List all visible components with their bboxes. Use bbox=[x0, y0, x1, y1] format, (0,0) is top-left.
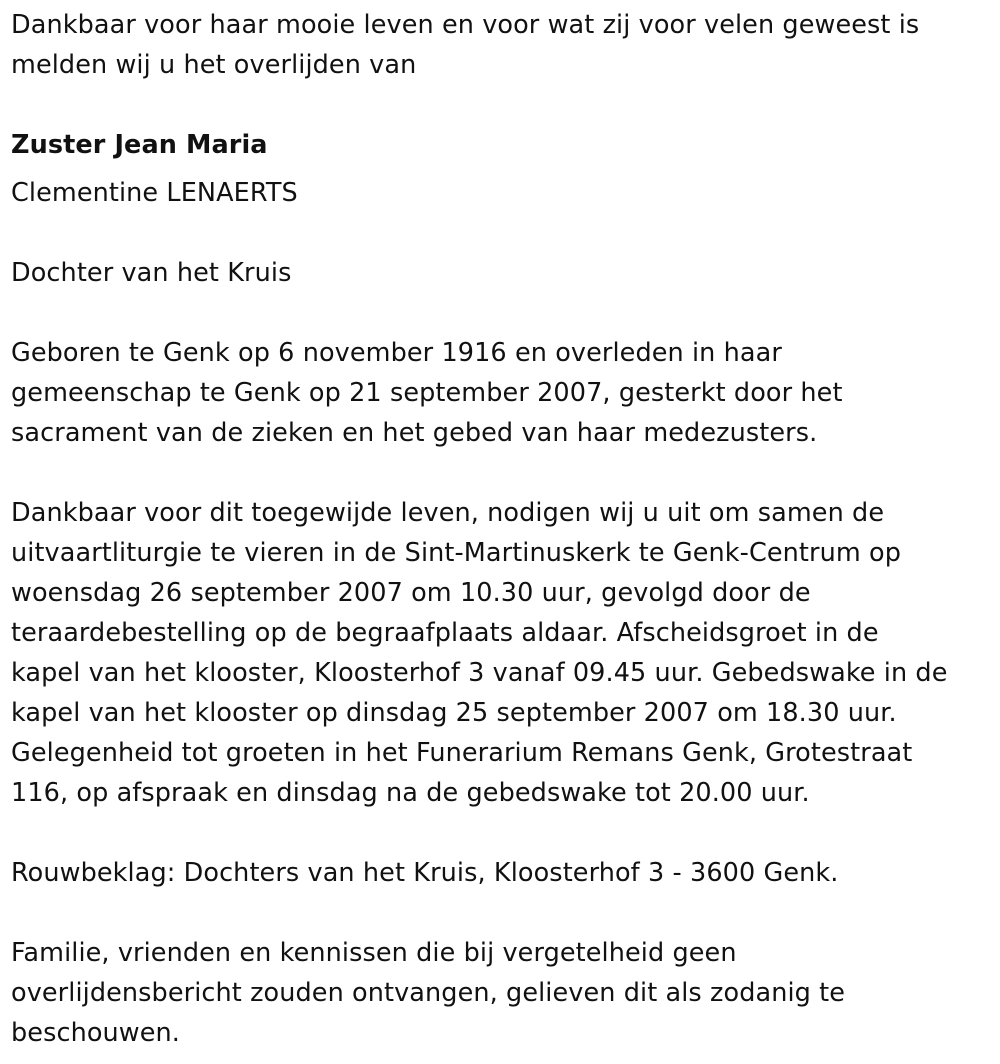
family-notice-line: overlijdensbericht zouden ontvangen, gelieven dit als zodanig te bbox=[11, 978, 846, 1008]
funeral-line: woensdag 26 september 2007 om 10.30 uur, gevolgd door de bbox=[11, 578, 811, 608]
family-notice-line: beschouwen. bbox=[11, 1018, 181, 1048]
family-notice-paragraph bbox=[11, 933, 991, 1053]
birth-name: Clementine LENAERTS bbox=[11, 178, 298, 208]
family-notice-line: Familie, vrienden en kennissen die bij vergetelheid geen bbox=[11, 938, 737, 968]
intro-line: Dankbaar voor haar mooie leven en voor wat zij voor velen geweest is bbox=[11, 10, 920, 40]
funeral-line: kapel van het klooster op dinsdag 25 september 2007 om 18.30 uur. bbox=[11, 698, 897, 728]
condolences-paragraph: Rouwbeklag: Dochters van het Kruis, Kloosterhof 3 - 3600 Genk. bbox=[11, 858, 839, 888]
funeral-line: teraardebestelling op de begraafplaats aldaar. Afscheidsgroet in de bbox=[11, 618, 879, 648]
intro-paragraph bbox=[11, 5, 991, 85]
religious-name: Zuster Jean Maria bbox=[11, 130, 268, 160]
birth-death-line: Geboren te Genk op 6 november 1916 en overleden in haar bbox=[11, 338, 782, 368]
funeral-line: kapel van het klooster, Kloosterhof 3 vanaf 09.45 uur. Gebedswake in de bbox=[11, 658, 948, 688]
funeral-line: 116, op afspraak en dinsdag na de gebedswake tot 20.00 uur. bbox=[11, 778, 810, 808]
birth-death-line: gemeenschap te Genk op 21 september 2007, gesterkt door het bbox=[11, 378, 843, 408]
funeral-line: uitvaartliturgie te vieren in de Sint-Martinuskerk te Genk-Centrum op bbox=[11, 538, 902, 568]
funeral-paragraph bbox=[11, 493, 991, 813]
funeral-line: Dankbaar voor dit toegewijde leven, nodigen wij u uit om samen de bbox=[11, 498, 885, 528]
birth-death-paragraph bbox=[11, 333, 991, 453]
birth-death-line: sacrament van de zieken en het gebed van haar medezusters. bbox=[11, 418, 818, 448]
intro-line: melden wij u het overlijden van bbox=[11, 50, 417, 80]
congregation: Dochter van het Kruis bbox=[11, 258, 292, 288]
funeral-line: Gelegenheid tot groeten in het Funerarium Remans Genk, Grotestraat bbox=[11, 738, 913, 768]
